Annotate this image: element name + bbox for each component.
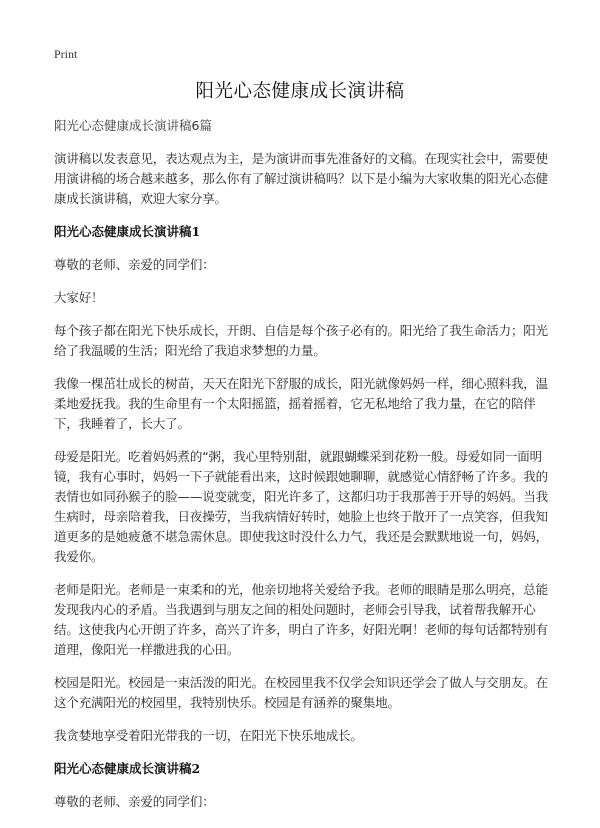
print-link[interactable]: Print: [54, 47, 78, 61]
article-subtitle: 阳光心态健康成长演讲稿6篇: [54, 118, 212, 133]
section-heading-1: 阳光心态健康成长演讲稿1: [54, 224, 201, 239]
article-body: [54, 116, 550, 825]
paragraph: 校园是阳光。校园是一束活泼的阳光。在校园里我不仅学会知识还学会了做人与交朋友。在这个充满阳光的校园里，我特别快乐。校园是有涵养的聚集地。: [54, 675, 549, 710]
paragraph-greeting: 尊敬的老师、亲爱的同学们：: [54, 794, 215, 809]
paragraph: 我像一棵茁壮成长的树苗，天天在阳光下舒服的成长，阳光就像妈妈一样，细心照料我，温柔地爱抚我。我的生命里有一个太阳摇篮，摇着摇着，它无私地给了我力量，在它的陪伴下，我睡着了，长大了。: [54, 376, 549, 431]
paragraph: 每个孩子都在阳光下快乐成长，开朗、自信是每个孩子必有的。阳光给了我生命活力；阳光给了我温暖的生活；阳光给了我追求梦想的力量。: [54, 323, 549, 358]
section-heading-2: 阳光心态健康成长演讲稿2: [54, 761, 201, 776]
paragraph-hello: 大家好！: [54, 290, 104, 305]
paragraph: 母爱是阳光。吃着妈妈煮的“粥，我心里特别甜，就跟蝴蝶采到花粉一般。母爱如同一面明镜，我有心事时，妈妈一下子就能看出来，这时候跟她聊聊，就感觉心情舒畅了许多。我的表情也如同孙猴子的脸——说变就变，阳光许多了，这都归功于我那善于开导的妈妈。当我生病时，母亲陪着我，日夜操劳，当我病情好转时，她脸上也终于散开了一点笑容，但我知道更多的是她疲惫不堪急需休息。即使我这时没什么力气，我还是会默默地说一句，妈妈，我爱你。: [54, 449, 549, 564]
page-title: 阳光心态健康成长演讲稿: [195, 81, 405, 102]
paragraph-greeting: 尊敬的老师、亲爱的同学们：: [54, 257, 215, 272]
intro-paragraph: 演讲稿以发表意见，表达观点为主，是为演讲而事先准备好的文稿。在现实社会中，需要使用演讲稿的场合越来越多，那么你有了解过演讲稿吗？以下是小编为大家收集的阳光心态健康成长演讲稿，欢迎大家分享。: [54, 151, 549, 206]
paragraph: 老师是阳光。老师是一束柔和的光，他亲切地将关爱给予我。老师的眼睛是那么明亮，总能发现我内心的矛盾。当我遇到与朋友之间的相处问题时，老师会引导我，试着帮我解开心结。这使我内心开朗了许多，高兴了许多，明白了许多，好阳光啊！老师的每句话都特别有道理，像阳光一样撒进我的心田。: [54, 582, 549, 657]
paragraph: 我贪婪地享受着阳光带我的一切，在阳光下快乐地成长。: [54, 728, 363, 743]
